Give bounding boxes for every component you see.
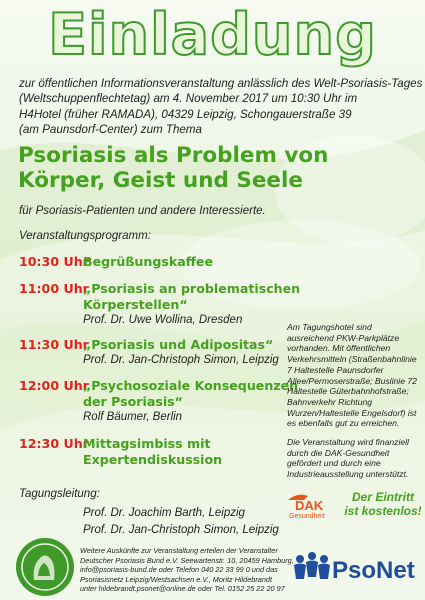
- headline-line: Psoriasis als Problem von: [18, 143, 329, 168]
- program-time: 11:30 Uhr: [19, 337, 89, 352]
- dak-wordmark: DAK: [295, 498, 324, 513]
- free-entry-note: [343, 490, 423, 518]
- program-speaker: Prof. Dr. Uwe Wollina, Dresden: [83, 314, 243, 326]
- program-title: [83, 254, 213, 270]
- invitation-title: Einladung: [48, 2, 377, 68]
- psonet-logo: [286, 545, 421, 595]
- footer-line: info@psoriasis-bund.de oder Telefon 040 22 33 99 0 und das: [80, 565, 278, 575]
- program-title-line: der Psoriasis“: [83, 393, 183, 409]
- program-time: 12:00 Uhr: [19, 378, 89, 393]
- audience-note: für Psoriasis-Patienten und andere Interessierte.: [19, 205, 266, 217]
- dak-subtitle: Gesundheit: [289, 513, 325, 520]
- footer-line: Deutscher Psoriasis Bund e.V. Seewartenstr. 10, 20459 Hamburg,: [80, 555, 294, 565]
- headline-line: Körper, Geist und Seele: [18, 168, 303, 193]
- host-name: Prof. Dr. Joachim Barth, Leipzig: [83, 507, 245, 519]
- dak-gesundheit-logo: [286, 484, 340, 520]
- intro-line: (Weltschuppenflechtetag) am 4. November 2017 um 10:30 Uhr im: [19, 92, 358, 106]
- program-time: 12:30 Uhr: [19, 436, 89, 451]
- program-speaker: Prof. Dr. Jan-Christoph Simon, Leipzig: [83, 354, 279, 366]
- intro-line: zur öffentlichen Informationsveranstaltung anlässlich des Welt-Psoriasis-Tages: [19, 77, 423, 90]
- program-heading: Veranstaltungsprogramm:: [19, 230, 151, 242]
- program-title-line: „Psoriasis und Adipositas“: [83, 337, 274, 352]
- program-title: [83, 378, 298, 409]
- intro-line: (am Paunsdorf-Center) zum Thema: [19, 122, 202, 136]
- program-time: 11:00 Uhr: [19, 281, 89, 296]
- program-time: 10:30 Uhr: [19, 254, 89, 269]
- footer-line: Weitere Auskünfte zur Veranstaltung erteilen der Veranstalter: [80, 546, 278, 555]
- program-title-line: Begrüßungskaffee: [83, 254, 213, 269]
- free-entry-line: ist kostenlos!: [344, 504, 422, 518]
- footer-line: unter hildebrandt.psonet@online.de oder Tel. 0152 25 22 20 97: [80, 584, 285, 594]
- info-paragraph: Am Tagungshotel sind ausreichend PKW-Parkplätze vorhanden. Mit öffentlichen Verkehrsmitteln (Straßenbahnlinie 7 Haltestelle Paunsdorfer Allee/Permoserstraße; Buslinie 72 Haltestelle Güterbahnhofstraße; Bahnverkehr Richtung Wurzen/Haltestelle Engelsdorf) ist es ebenfalls gut zu erreichen.: [287, 322, 417, 429]
- event-topic-headline: [18, 143, 418, 193]
- program-title-line: Mittagsimbiss mit: [83, 436, 211, 451]
- program-title: [83, 436, 222, 467]
- venue-info-box: [287, 322, 420, 488]
- info-paragraph: Die Veranstaltung wird finanziell durch die DAK-Gesundheit gefördert und durch eine Industrieausstellung unterstützt.: [287, 437, 409, 480]
- free-entry-line: Der Eintritt: [351, 490, 414, 504]
- contact-footer: [80, 546, 294, 594]
- psonet-wordmark: PsoNet: [332, 557, 415, 584]
- program-title-line: Körperstellen“: [83, 296, 188, 312]
- program-title: [83, 337, 273, 353]
- program-title-line: „Psoriasis an problematischen: [83, 281, 301, 296]
- host-heading: Tagungsleitung:: [19, 488, 100, 500]
- program-title-line: Expertendiskussion: [83, 451, 223, 467]
- intro-text: [19, 76, 423, 137]
- program-speaker: Rolf Bäumer, Berlin: [83, 411, 183, 423]
- program-title: [83, 281, 300, 312]
- program-title-line: „Psychosoziale Konsequenzen: [83, 378, 299, 393]
- footer-line: Psoriasisnetz Leipzig/Westsachsen e.V., Moritz Hildebrandt: [80, 574, 272, 584]
- intro-line: H4Hotel (früher RAMADA), 04329 Leipzig, Schongauerstraße 39: [19, 107, 352, 121]
- host-name: Prof. Dr. Jan-Christoph Simon, Leipzig: [83, 524, 279, 536]
- association-seal-logo: [14, 536, 76, 598]
